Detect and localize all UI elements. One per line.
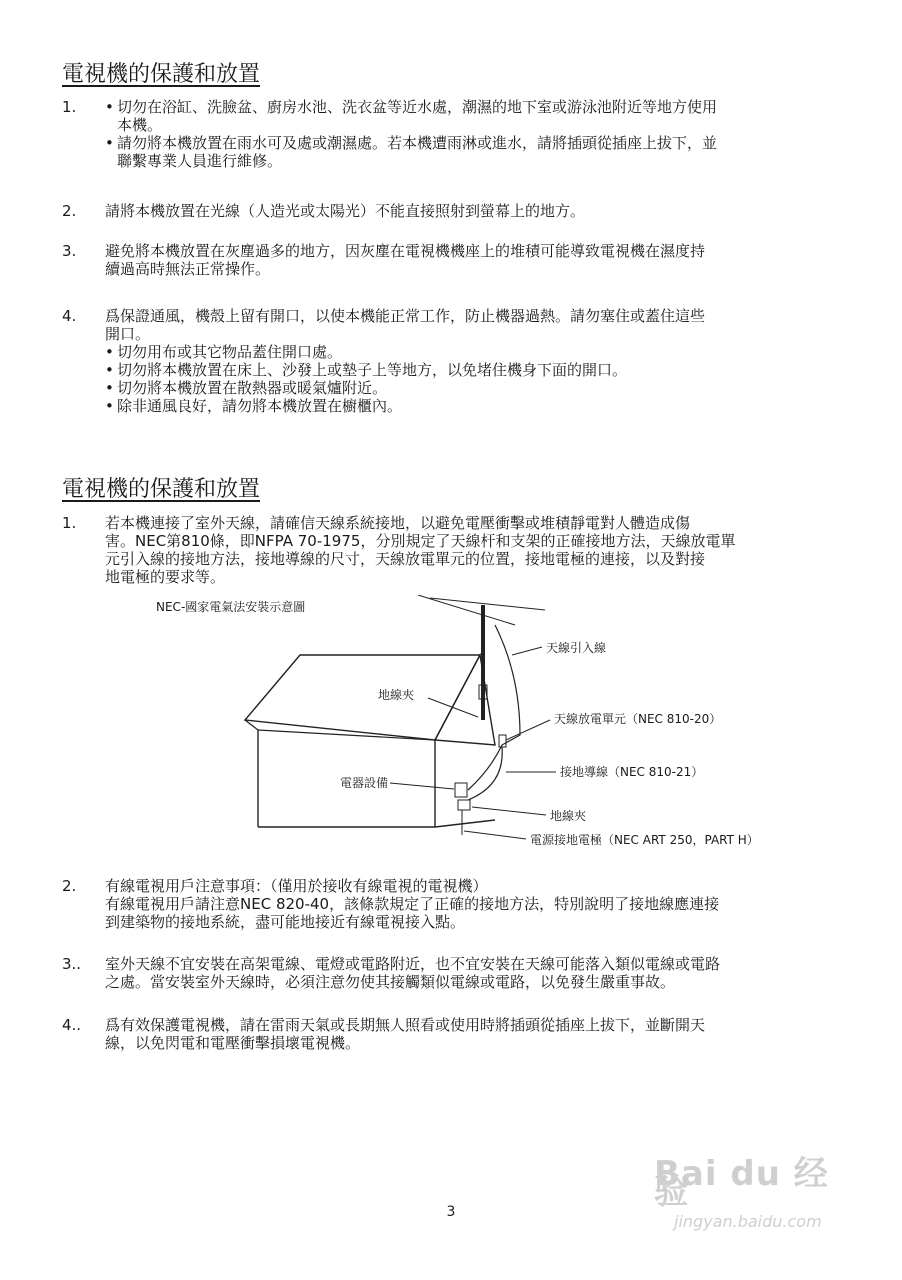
bullet-line: • 切勿用布或其它物品蓋住開口處。 xyxy=(105,343,343,361)
bullet-dot-icon: • xyxy=(105,98,114,116)
label-electrode: 電源接地電極（NEC ART 250，PART H） xyxy=(530,833,759,847)
bullet-line: • 請勿將本機放置在雨水可及處或潮濕處。若本機遭雨淋或進水，請將插頭從插座上拔下，並 xyxy=(105,134,718,152)
text-line: 有線電視用戶請注意NEC 820-40，該條款規定了正確的接地方法，特別說明了接地線應連接 xyxy=(105,895,720,913)
leader-line xyxy=(390,783,454,789)
item-number: 2. xyxy=(62,202,77,220)
roof-gable xyxy=(435,655,495,745)
text-line: 線，以免閃電和電壓衝擊損壞電視機。 xyxy=(105,1034,361,1052)
bullet-line: • 切勿將本機放置在散熱器或暖氣爐附近。 xyxy=(105,379,388,397)
item-number: 4.. xyxy=(62,1016,82,1034)
item-number: 2. xyxy=(62,877,77,895)
bullet-dot-icon: • xyxy=(105,397,114,415)
item-number: 3. xyxy=(62,242,77,260)
text-line: 爲有效保護電視機，請在雷雨天氣或長期無人照看或使用時將插頭從插座上拔下，並斷開天 xyxy=(105,1016,706,1034)
leader-line xyxy=(428,698,478,717)
text-line: 爲保證通風，機殼上留有開口，以使本機能正常工作，防止機器過熱。請勿塞住或蓋住這些 xyxy=(105,307,706,325)
text-line: 避免將本機放置在灰塵過多的地方，因灰塵在電視機機座上的堆積可能導致電視機在濕度持 xyxy=(105,242,706,260)
watermark-url: jingyan.baidu.com xyxy=(674,1212,822,1231)
bullet-dot-icon: • xyxy=(105,361,114,379)
leader-line xyxy=(512,647,542,655)
text-line: 本機。 xyxy=(117,116,163,134)
text-line: 續過高時無法正常操作。 xyxy=(105,260,271,278)
label-equipment: 電器設備 xyxy=(340,776,389,790)
item-number: 3.. xyxy=(62,955,82,973)
label-clamp-2: 地線夾 xyxy=(550,809,587,823)
text-line: 元引入線的接地方法，接地導線的尺寸，天線放電單元的位置，接地電極的連接，以及對接 xyxy=(105,550,706,568)
leader-line xyxy=(464,831,526,839)
leader-line xyxy=(506,720,550,740)
section-title-2: 電視機的保護和放置 xyxy=(62,477,261,502)
bullet-dot-icon: • xyxy=(105,379,114,397)
bullet-dot-icon: • xyxy=(105,134,114,152)
equipment-box xyxy=(455,783,467,797)
item-number: 4. xyxy=(62,307,77,325)
baidu-watermark xyxy=(654,1154,854,1255)
roof-left xyxy=(245,655,480,740)
text-line: 到建築物的接地系統，盡可能地接近有線電視接入點。 xyxy=(105,913,466,931)
page-number: 3 xyxy=(446,1204,456,1220)
label-lead-in: 天線引入線 xyxy=(546,641,607,655)
grounding-diagram xyxy=(150,595,790,855)
label-discharge-unit: 天線放電單元（NEC 810-20） xyxy=(554,712,722,726)
bullet-line: • 切勿在浴缸、洗臉盆、廚房水池、洗衣盆等近水處，潮濕的地下室或游泳池附近等地方使用 xyxy=(105,98,718,116)
watermark-logo: Bai du 经验 xyxy=(654,1154,829,1212)
text-line: 害。NEC第810條，即NFPA 70-1975，分別規定了天線杆和支架的正確接地方法，天線放電單 xyxy=(105,532,736,550)
antenna-element xyxy=(418,595,515,625)
section-title-1: 電視機的保護和放置 xyxy=(62,62,261,87)
bullet-dot-icon: • xyxy=(105,343,114,361)
text-line: 室外天線不宜安裝在高架電線、電燈或電路附近，也不宜安裝在天線可能落入類似電線或電路 xyxy=(105,955,721,973)
text-line: 開口。 xyxy=(105,325,151,343)
text-line: 之處。當安裝室外天線時，必須注意勿使其接觸類似電線或電路，以免發生嚴重事故。 xyxy=(105,973,676,991)
eave-front xyxy=(258,730,435,740)
text-line: 地電極的要求等。 xyxy=(105,568,226,586)
leader-line xyxy=(472,807,546,815)
item-number: 1. xyxy=(62,514,77,532)
item-number: 1. xyxy=(62,98,77,116)
label-clamp-1: 地線夾 xyxy=(378,688,415,702)
wall-side-bottom xyxy=(435,820,495,827)
diagram-title: NEC-國家電氣法安裝示意圖 xyxy=(156,600,306,614)
text-line: 有線電視用戶注意事項：（僅用於接收有線電視的電視機） xyxy=(105,877,488,895)
text-line: 聯繫專業人員進行維修。 xyxy=(117,152,283,170)
label-conductor: 接地導線（NEC 810-21） xyxy=(560,765,704,779)
bullet-line: • 除非通風良好，請勿將本機放置在櫥櫃內。 xyxy=(105,397,403,415)
text-line: 若本機連接了室外天線，請確信天線系統接地，以避免電壓衝擊或堆積靜電對人體造成傷 xyxy=(105,514,691,532)
clamp-box xyxy=(458,800,470,810)
lead-in-wire xyxy=(468,625,520,790)
text-line: 請將本機放置在光線（人造光或太陽光）不能直接照射到螢幕上的地方。 xyxy=(105,202,586,220)
bullet-line: • 切勿將本機放置在床上、沙發上或墊子上等地方，以免堵住機身下面的開口。 xyxy=(105,361,628,379)
